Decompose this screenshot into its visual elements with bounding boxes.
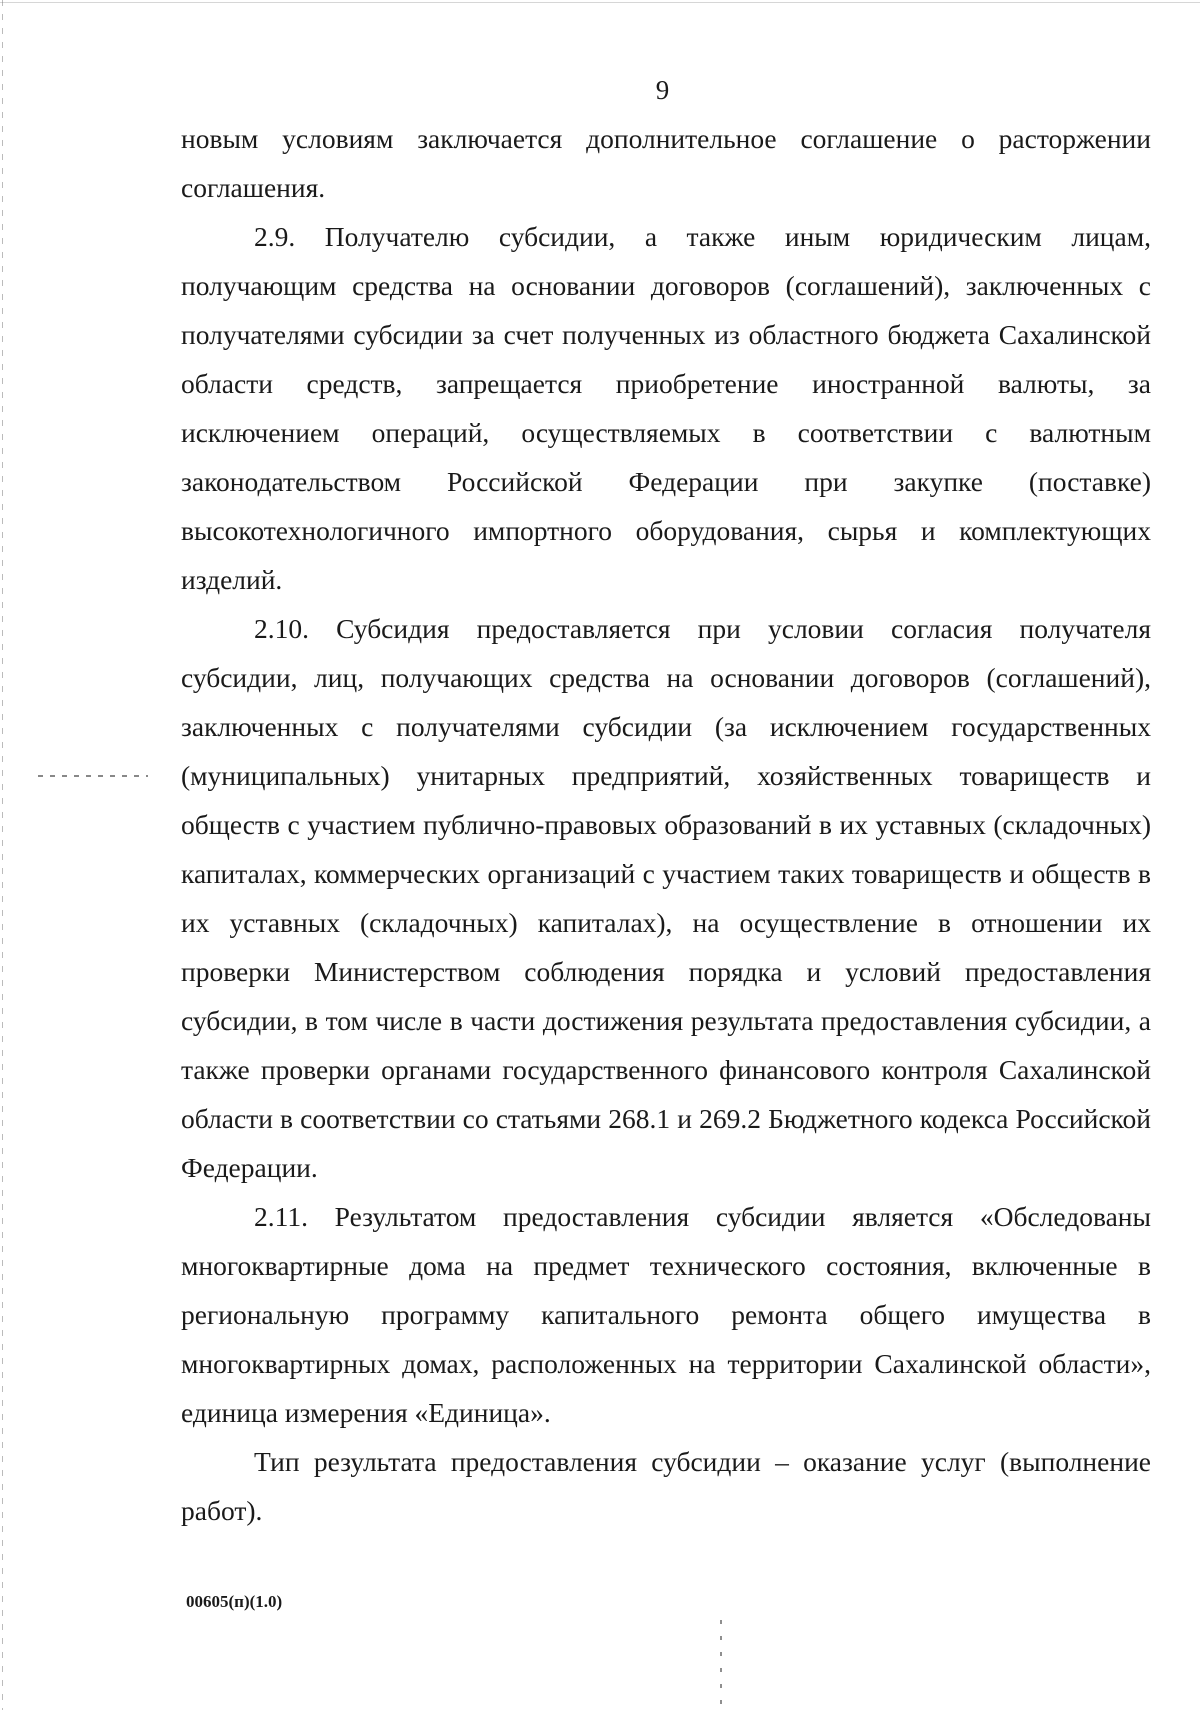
document-code: 00605(п)(1.0) [186, 1592, 283, 1611]
scan-artifact-dashes [38, 775, 148, 777]
scan-artifact-dots [720, 1620, 722, 1710]
scan-left-edge [2, 0, 3, 1710]
paragraph-2-10: 2.10. Субсидия предоставляется при условии согласия получателя субсидии, лиц, получающих средства на основании договоров (соглашений), заключенных с получателями субсидии (за исключением государственных (муниципальных) унитарных предприятий, хозяйственных товариществ и обществ с участием публично-правовых образований в их уставных (складочных) капиталах, коммерческих организаций с участием таких товариществ и обществ в их уставных (складочных) капиталах), на осуществление в отношении их проверки Министерством соблюдения порядка и условий предоставления субсидии, в том числе в части достижения результата предоставления субсидии, а также проверки органами государственного финансового контроля Сахалинской области в соответствии со статьями 268.1 и 269.2 Бюджетного кодекса Российской Федерации. [181, 613, 1151, 1183]
paragraph-2-9: 2.9. Получателю субсидии, а также иным юридическим лицам, получающим средства на основании договоров (соглашений), заключенных с получателями субсидии за счет полученных из областного бюджета Сахалинской области средств, запрещается приобретение иностранной валюты, за исключением операций, осуществляемых в соответствии с валютным законодательством Российской Федерации при закупке (поставке) высокотехнологичного импортного оборудования, сырья и комплектующих изделий. [181, 221, 1151, 595]
paragraph-continuation: новым условиям заключается дополнительное соглашение о расторжении соглашения. [181, 123, 1151, 203]
scan-top-edge [0, 2, 1200, 3]
paragraph-2-11: 2.11. Результатом предоставления субсидии является «Обследованы многоквартирные дома на предмет технического состояния, включенные в региональную программу капитального ремонта общего имущества в многоквартирных домах, расположенных на территории Сахалинской области», единица измерения «Единица». [181, 1201, 1151, 1428]
paragraph-result-type: Тип результата предоставления субсидии – оказание услуг (выполнение работ). [181, 1446, 1151, 1526]
page-number: 9 [655, 75, 670, 105]
document-body [181, 114, 1151, 1535]
